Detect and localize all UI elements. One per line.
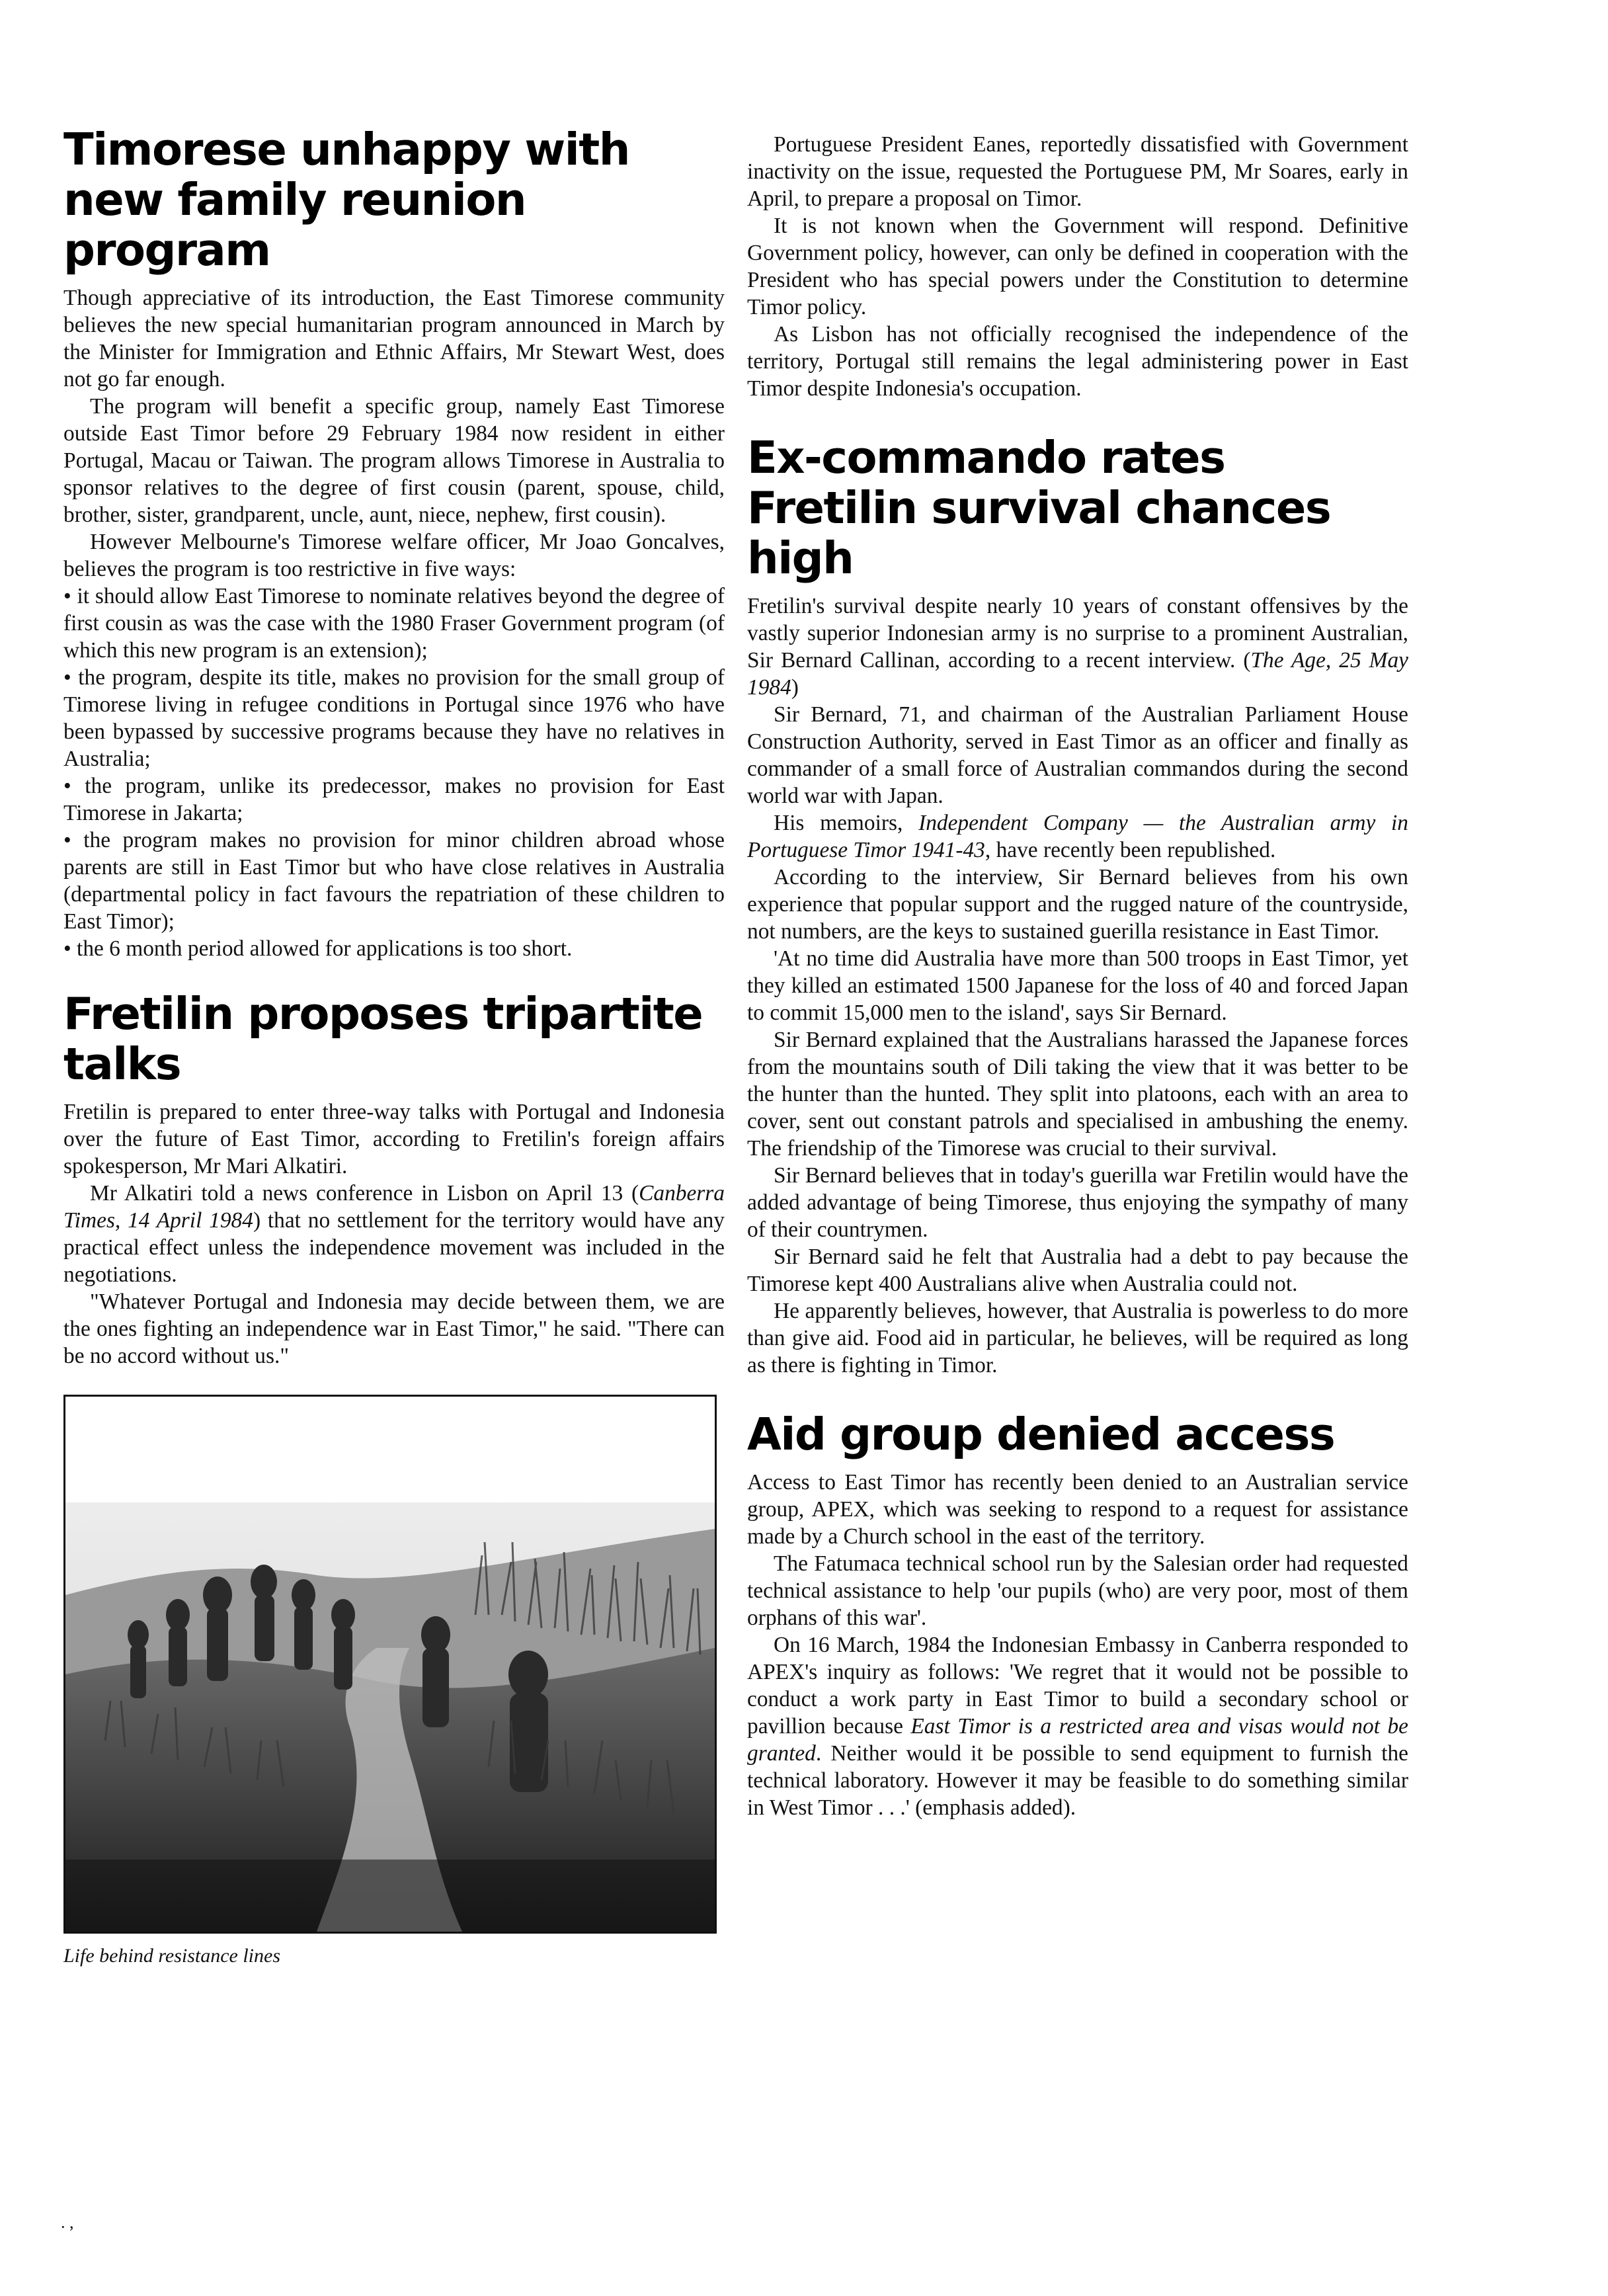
paragraph: According to the interview, Sir Bernard believes from his own experience that popular support and the rugged nature of the countryside, not numbers, are the keys to sustained guerilla resistance in East Timor. <box>747 865 1408 944</box>
bullet-item: • the program, unlike its predecessor, makes no provision for East Timorese in Jakarta; <box>63 772 725 827</box>
paragraph: Mr Alkatiri told a news conference in Lisbon on April 13 (Canberra Times, 14 April 1984) that no settlement for the territory would have any practical effect unless the independence movement was included in the negotiations. <box>63 1181 725 1287</box>
left-column <box>63 0 725 1968</box>
headline-tripartite-talks: Fretilin proposes tripartite talks <box>63 988 703 1090</box>
paragraph: Sir Bernard explained that the Australians harassed the Japanese forces from the mountains south of Dili taking the view that it was better to be the hunter than the hunted. They split into platoons, each with an area to cover, sent out constant patrols and specialised in ambushing the enemy. The friendship of the Timorese was crucial to their survival. <box>747 1028 1408 1161</box>
paragraph: Sir Bernard said he felt that Australia had a debt to pay because the Timorese kept 400 Australians alive when Australia could not. <box>747 1245 1408 1296</box>
paragraph: Access to East Timor has recently been denied to an Australian service group, APEX, which was seeking to respond to a request for assistance made by a Church school in the east of the territory. <box>747 1470 1408 1549</box>
paragraph: Fretilin's survival despite nearly 10 years of constant offensives by the vastly superior Indonesian army is no surprise to a prominent Australian, Sir Bernard Callinan, according to a recent interview. (The Age, 25 May 1984) <box>747 594 1408 700</box>
bullet-item: • the program, despite its title, makes no provision for the small group of Timorese living in refugee conditions in Portugal since 1976 who have been bypassed by successive programs because they have no relatives in Australia; <box>63 664 725 772</box>
paragraph: Portuguese President Eanes, reportedly dissatisfied with Government inactivity on the issue, requested the Portuguese PM, Mr Soares, early in April, to prepare a proposal on Timor. <box>747 132 1408 211</box>
paragraph: As Lisbon has not officially recognised the independence of the territory, Portugal still remains the legal administering power in East Timor despite Indonesia's occupation. <box>747 322 1408 401</box>
paragraph: 'At no time did Australia have more than 500 troops in East Timor, yet they killed an estimated 1500 Japanese for the loss of 40 and forced Japan to commit 15,000 men to the island', says Sir Bernard. <box>747 946 1408 1025</box>
bullet-item: • the program makes no provision for minor children abroad whose parents are still in East Timor but who have close relatives in Australia (departmental policy in fact favours the repatriation of these children to East Timor); <box>63 827 725 935</box>
paragraph: Sir Bernard believes that in today's guerilla war Fretilin would have the added advantage of being Timorese, thus enjoying the sympathy of many of their countrymen. <box>747 1163 1408 1242</box>
paragraph: On 16 March, 1984 the Indonesian Embassy in Canberra responded to APEX's inquiry as follows: 'We regret that it would not be possible to conduct a work party in East Timor to build a secondary school or pavillion because East Timor is a restricted area and visas would not be granted. Neither would it be possible to send equipment to furnish the technical laboratory. However it may be feasible to do something similar in West Timor . . .' (emphasis added). <box>747 1633 1409 1820</box>
resistance-photo <box>63 1395 717 1934</box>
citation: Canberra Times, 14 April 1984 <box>63 1181 725 1233</box>
book-title: Independent Company — the Australian army in Portuguese Timor 1941-43 <box>747 811 1409 862</box>
right-column <box>747 0 1408 1821</box>
paragraph: It is not known when the Government will respond. Definitive Government policy, however, can only be defined in cooperation with the President who has special powers under the Constitution to determine Timor policy. <box>747 214 1408 319</box>
paragraph: The Fatumaca technical school run by the Salesian order had requested technical assistance to help 'our pupils (who) are very poor, most of them orphans of this war'. <box>747 1551 1408 1630</box>
paragraph: The program will benefit a specific group, namely East Timorese outside East Timor before 29 February 1984 now resident in either Portugal, Macau or Taiwan. The program allows Timorese in Australia to sponsor relatives to the degree of first cousin (parent, spouse, child, brother, sister, grandparent, uncle, aunt, niece, nephew, first cousin). <box>63 394 725 527</box>
paragraph: "Whatever Portugal and Indonesia may decide between them, we are the ones fighting an independence war in East Timor," he said. "There can be no accord without us." <box>63 1290 725 1368</box>
headline-family-reunion: Timorese unhappy with new family reunion program <box>63 124 629 276</box>
page-mark: . , <box>61 2213 74 2232</box>
bullet-item: • it should allow East Timorese to nominate relatives beyond the degree of first cousin as was the case with the 1980 Fraser Government program (of which this new program is an extension); <box>63 583 725 664</box>
paragraph: He apparently believes, however, that Australia is powerless to do more than give aid. Food aid in particular, he believes, will be required as long as there is fighting in Timor. <box>747 1299 1408 1377</box>
paragraph: His memoirs, Independent Company — the Australian army in Portuguese Timor 1941-43, have recently been republished. <box>747 811 1409 862</box>
headline-aid-group: Aid group denied access <box>747 1409 1335 1460</box>
bullet-item: • the 6 month period allowed for applications is too short. <box>63 935 725 962</box>
paragraph: Though appreciative of its introduction, the East Timorese community believes the new special humanitarian program announced in March by the Minister for Immigration and Ethnic Affairs, Mr Stewart West, does not go far enough. <box>63 286 725 391</box>
photo-caption: Life behind resistance lines <box>63 1945 281 1967</box>
paragraph: However Melbourne's Timorese welfare officer, Mr Joao Goncalves, believes the program is too restrictive in five ways: <box>63 530 725 581</box>
paragraph: Fretilin is prepared to enter three-way talks with Portugal and Indonesia over the future of East Timor, according to Fretilin's foreign affairs spokesperson, Mr Mari Alkatiri. <box>63 1100 725 1178</box>
citation: The Age, 25 May 1984 <box>747 648 1408 700</box>
paragraph: Sir Bernard, 71, and chairman of the Australian Parliament House Construction Authority, served in East Timor as an officer and finally as commander of a small force of Australian commandos during the second world war with Japan. <box>747 702 1408 808</box>
headline-ex-commando: Ex-commando rates Fretilin survival chances high <box>747 432 1331 584</box>
emphasis: East Timor is a restricted area and visas would not be granted <box>747 1714 1409 1766</box>
